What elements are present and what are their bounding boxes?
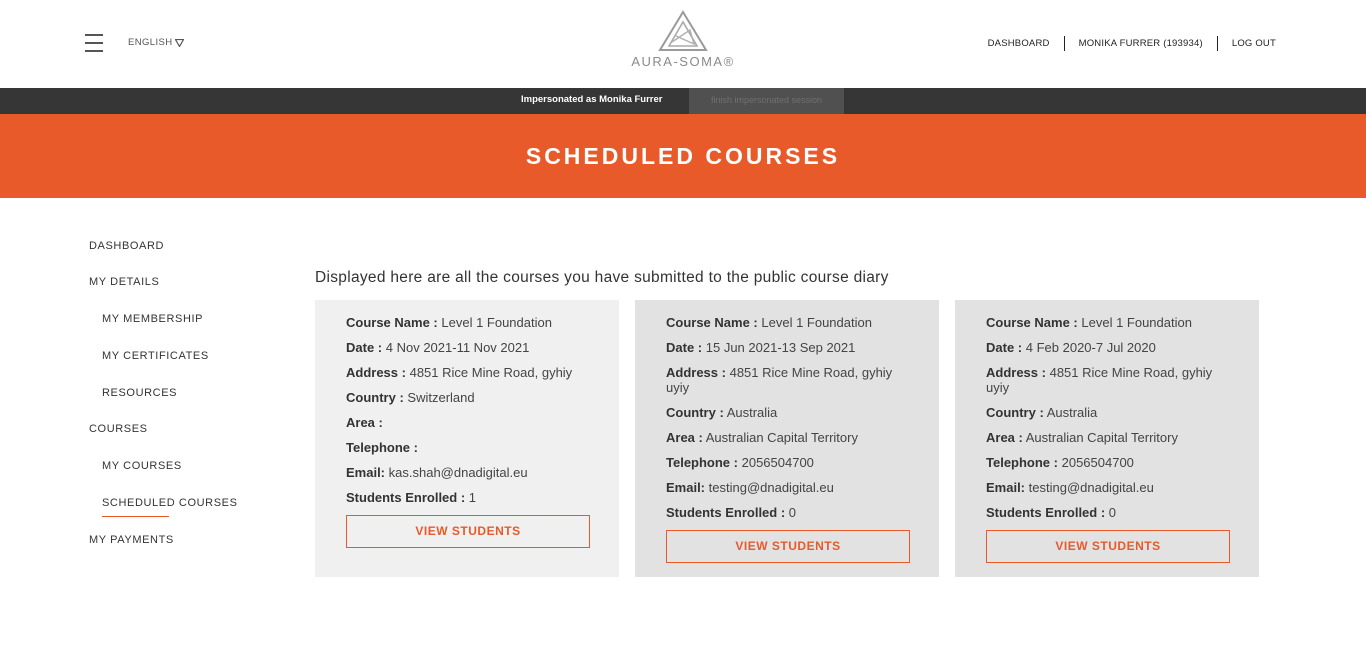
view-students-button[interactable]: VIEW STUDENTS <box>666 530 910 563</box>
course-name-field: Course Name : Level 1 Foundation <box>986 315 1192 330</box>
view-students-button[interactable]: VIEW STUDENTS <box>986 530 1230 563</box>
aura-soma-logo[interactable] <box>628 10 738 80</box>
course-name-field: Course Name : Level 1 Foundation <box>666 315 872 330</box>
sidebar-item-my-details[interactable]: MY DETAILS <box>89 276 160 288</box>
language-selector[interactable] <box>128 37 184 48</box>
course-card <box>955 300 1259 577</box>
impersonation-text: Impersonated as Monika Furrer <box>521 94 663 105</box>
nav-dashboard[interactable]: DASHBOARD <box>987 38 1050 49</box>
page-banner <box>0 114 1366 198</box>
country-field: Country : Australia <box>666 405 778 420</box>
address-field: Address : 4851 Rice Mine Road, gyhiy uyiy <box>986 365 1213 395</box>
students-enrolled-field: Students Enrolled : 0 <box>986 505 1117 520</box>
area-field: Area : <box>346 415 383 430</box>
sidebar-item-resources[interactable]: RESOURCES <box>102 387 178 399</box>
email-field: Email: testing@dnadigital.eu <box>666 480 834 495</box>
sidebar-item-my-courses[interactable]: MY COURSES <box>102 460 182 472</box>
sidebar-item-courses[interactable]: COURSES <box>89 423 148 435</box>
date-field: Date : 4 Nov 2021-11 Nov 2021 <box>346 340 530 355</box>
course-name-field: Course Name : Level 1 Foundation <box>346 315 552 330</box>
telephone-field: Telephone : 2056504700 <box>986 455 1134 470</box>
address-field: Address : 4851 Rice Mine Road, gyhiy <box>346 365 573 380</box>
telephone-field: Telephone : <box>346 440 418 455</box>
email-field: Email: kas.shah@dnadigital.eu <box>346 465 528 480</box>
nav-user-profile[interactable]: MONIKA FURRER (193934) <box>1078 38 1203 49</box>
country-field: Country : Australia <box>986 405 1098 420</box>
course-card <box>635 300 939 577</box>
students-enrolled-field: Students Enrolled : 0 <box>666 505 797 520</box>
area-field: Area : Australian Capital Territory <box>666 430 858 445</box>
course-card <box>315 300 619 577</box>
view-students-button[interactable]: VIEW STUDENTS <box>346 515 590 548</box>
telephone-field: Telephone : 2056504700 <box>666 455 814 470</box>
address-field: Address : 4851 Rice Mine Road, gyhiy uyiy <box>666 365 893 395</box>
logo-triangle-icon <box>658 10 708 52</box>
top-nav <box>988 36 1276 51</box>
sidebar-item-my-certificates[interactable]: MY CERTIFICATES <box>102 350 209 362</box>
impersonation-bar <box>0 88 1366 114</box>
sidebar-item-scheduled-courses[interactable]: SCHEDULED COURSES <box>102 497 238 509</box>
country-field: Country : Switzerland <box>346 390 475 405</box>
language-label: ENGLISH <box>128 37 173 48</box>
students-enrolled-field: Students Enrolled : 1 <box>346 490 477 505</box>
nav-logout[interactable]: LOG OUT <box>1231 38 1276 49</box>
sidebar-item-dashboard[interactable]: DASHBOARD <box>89 240 165 252</box>
email-field: Email: testing@dnadigital.eu <box>986 480 1154 495</box>
finish-impersonation-button[interactable]: finish impersonated session <box>689 88 844 114</box>
date-field: Date : 15 Jun 2021-13 Sep 2021 <box>666 340 856 355</box>
hamburger-menu-icon[interactable] <box>85 34 103 52</box>
logo-text: AURA-SOMA® <box>631 54 735 69</box>
area-field: Area : Australian Capital Territory <box>986 430 1178 445</box>
sidebar-item-my-membership[interactable]: MY MEMBERSHIP <box>102 313 204 325</box>
page-title: SCHEDULED COURSES <box>525 143 841 169</box>
triangle-down-icon <box>175 39 184 47</box>
sidebar-item-my-payments[interactable]: MY PAYMENTS <box>89 534 174 546</box>
date-field: Date : 4 Feb 2020-7 Jul 2020 <box>986 340 1156 355</box>
site-header <box>0 0 1366 88</box>
intro-text: Displayed here are all the courses you have submitted to the public course diary <box>315 269 889 286</box>
